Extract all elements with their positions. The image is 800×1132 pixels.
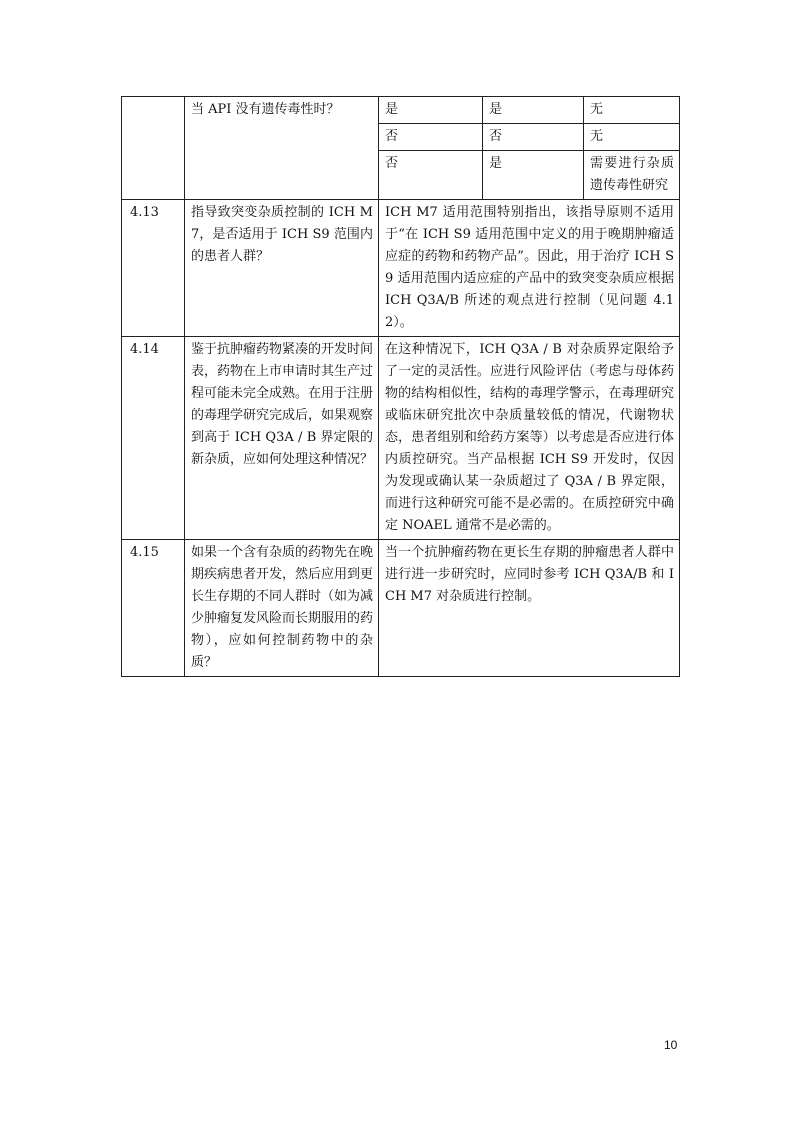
table-row bbox=[122, 337, 680, 540]
question-cell: 鉴于抗肿瘤药物紧凑的开发时间表，药物在上市申请时其生产过程可能未完全成熟。在用于注册的毒理学研究完成后，如果观察到高于 ICH Q3A / B 界定限的新杂质，应如何处理这种情况？ bbox=[185, 337, 379, 540]
option-cell: 需要进行杂质遗传毒性研究 bbox=[584, 151, 680, 200]
option-cell: 无 bbox=[584, 124, 680, 151]
answer-cell: ICH M7 适用范围特别指出，该指导原则不适用于“在 ICH S9 适用范围中定义的用于晚期肿瘤适应症的药物和药物产品”。因此，用于治疗 ICH S9 适用范围内适应症的产品中的致突变杂质应根据 ICH Q3A/B 所述的观点进行控制（见问题 4.12）。 bbox=[379, 200, 680, 337]
option-cell: 是 bbox=[483, 97, 584, 124]
answer-cell: 当一个抗肿瘤药物在更长生存期的肿瘤患者人群中进行进一步研究时，应同时参考 ICH Q3A/B 和 ICH M7 对杂质进行控制。 bbox=[379, 540, 680, 677]
option-cell: 否 bbox=[379, 124, 483, 151]
table-row bbox=[122, 540, 680, 677]
number-cell: 4.14 bbox=[122, 337, 185, 540]
qa-table bbox=[121, 96, 680, 677]
table-row bbox=[122, 97, 680, 124]
number-cell: 4.15 bbox=[122, 540, 185, 677]
page-number: 10 bbox=[664, 1038, 678, 1052]
option-cell: 否 bbox=[483, 124, 584, 151]
table-row bbox=[122, 200, 680, 337]
option-cell: 无 bbox=[584, 97, 680, 124]
answer-cell: 在这种情况下，ICH Q3A / B 对杂质界定限给予了一定的灵活性。应进行风险评估（考虑与母体药物的结构相似性，结构的毒理学警示，在毒理研究或临床研究批次中杂质量较低的情况，代谢物状态，患者组别和给药方案等）以考虑是否应进行体内质控研究。当产品根据 ICH S9 开发时，仅因为发现或确认某一杂质超过了 Q3A / B 界定限，而进行这种研究可能不是必需的。在质控研究中确定 NOAEL 通常不是必需的。 bbox=[379, 337, 680, 540]
question-cell: 如果一个含有杂质的药物先在晚期疾病患者开发，然后应用到更长生存期的不同人群时（如为减少肿瘤复发风险而长期服用的药物），应如何控制药物中的杂质？ bbox=[185, 540, 379, 677]
option-cell: 是 bbox=[483, 151, 584, 200]
number-cell bbox=[122, 97, 185, 200]
option-cell: 是 bbox=[379, 97, 483, 124]
number-cell: 4.13 bbox=[122, 200, 185, 337]
question-cell: 当 API 没有遗传毒性时？ bbox=[185, 97, 379, 200]
question-cell: 指导致突变杂质控制的 ICH M7，是否适用于 ICH S9 范围内的患者人群？ bbox=[185, 200, 379, 337]
option-cell: 否 bbox=[379, 151, 483, 200]
